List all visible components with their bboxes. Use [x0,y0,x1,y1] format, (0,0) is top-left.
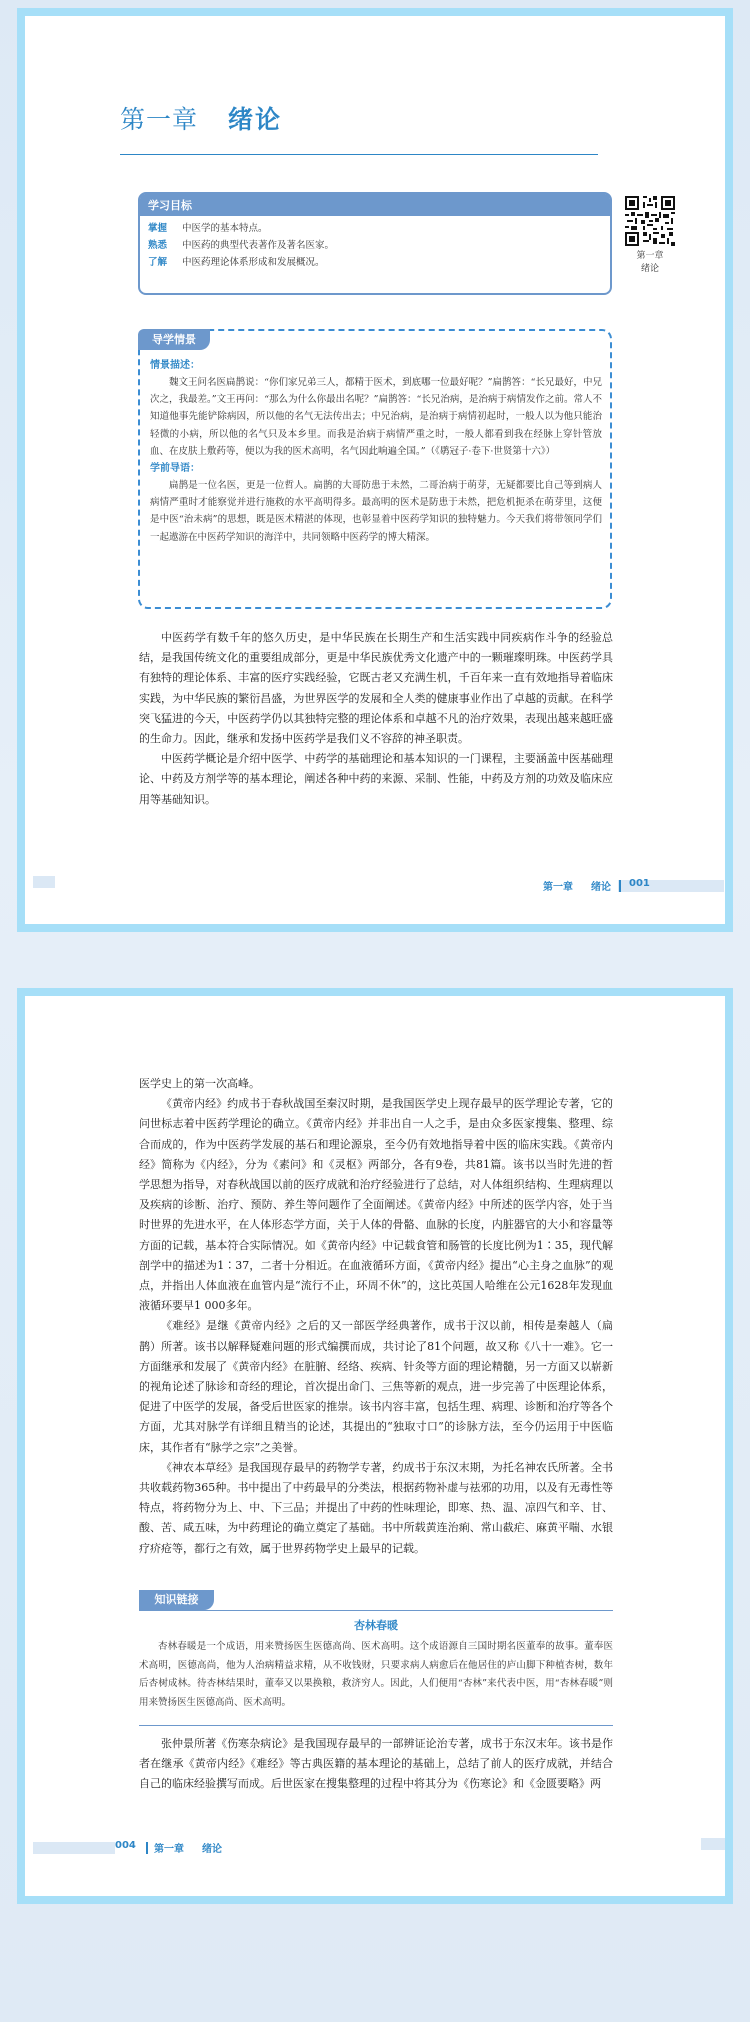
footer-bar-left [33,876,55,888]
body-paragraph: 《神农本草经》是我国现存最早的药物学专著，约成书于东汉末期，为托名神农氏所著。全书共收载药物365种。书中提出了中药最早的分类法，根据药物补虚与祛邪的功用，以及有无毒性等特点，将药物分为上、中、下三品；并提出了中药的性味理论，即寒、热、温、凉四气和辛、甘、酸、苦、咸五味，为中药理论的确立奠定了基础。书中所载黄连治痢、常山截疟、麻黄平喘、水银疗疥疮等，都行之有效，属于世界药物学史上最早的记载。 [139,1460,613,1555]
page-one [17,8,733,932]
chapter-number: 第一章 [120,105,199,134]
goal-text: 中医药理论体系形成和发展概况。 [182,257,325,268]
footer-chapter: 第一章 [154,1844,184,1855]
lead-in-body [150,357,602,546]
page-two [17,988,733,1904]
body-text [139,628,613,810]
footer-bar-left [33,1842,115,1854]
page-number: 004 [115,1840,136,1851]
learning-goals-list [140,216,610,275]
qr-caption-title: 绪论 [640,264,659,274]
footer-title: 绪论 [202,1844,222,1855]
scenario-label: 情景描述： [150,360,200,371]
goal-text: 中医药的典型代表著作及著名医家。 [182,240,335,251]
chapter-heading [120,100,282,136]
qr-caption [621,250,679,276]
knowledge-link-header [139,1590,613,1610]
page-number: 001 [629,878,650,889]
qr-caption-chapter: 第一章 [636,251,664,261]
body-paragraph: 张仲景所著《伤寒杂病论》是我国现存最早的一部辨证论治专著，成书于东汉末年。该书是作者在继承《黄帝内经》《难经》等古典医籍的基本理论的基础上，总结了前人的医疗成就，并结合自己的临床经验撰写而成。后世医家在搜集整理的过程中将其分为《伤寒论》和《金匮要略》两 [139,1737,613,1791]
knowledge-link-label: 知识链接 [139,1590,214,1610]
body-paragraph: 《难经》是继《黄帝内经》之后的又一部医学经典著作，成书于汉以前，相传是秦越人（扁鹊）所著。该书以解释疑难问题的形式编撰而成，共讨论了81个问题，故又称《八十一难》。它一方面继承和发展了《黄帝内经》在脏腑、经络、疾病、针灸等方面的理论精髓，另一方面又以崭新的视角论述了脉诊和奇经的理论，首次提出命门、三焦等新的观点，进一步完善了中医理论体系，促进了中医学的发展，备受后世医家的推崇。该书内容丰富，包括生理、病理、诊断和治疗等各个方面，尤其对脉学有详细且精当的论述，其提出的“独取寸口”的诊脉方法，至今仍运用于中医临床，其作者有“脉学之宗”之美誉。 [139,1319,613,1454]
guide-text: 扁鹊是一位名医，更是一位哲人。扁鹊的大哥防患于未然，二哥治病于萌芽，无疑都要比自己等到病人病情严重时才能察觉并进行施救的水平高明得多。最高明的医术是防患于未然，把危机扼杀在萌芽里，这便是中医“治未病”的思想，既是医术精湛的体现，也彰显着中医药学知识的独特魅力。今天我们将带领同学们一起遨游在中医药学知识的海洋中，共同领略中医药学的博大精深。 [150,480,602,543]
learning-goals-label: 学习目标 [148,199,192,212]
footer-chapter: 第一章 [543,882,573,893]
footer-separator [619,880,621,892]
learning-goals-header [140,194,610,216]
goal-text: 中医学的基本特点。 [182,223,268,234]
goal-item [148,237,602,254]
goal-level: 了解 [148,257,168,268]
body-paragraph: 《黄帝内经》约成书于春秋战国至秦汉时期，是我国医学史上现存最早的医学理论专著，它的问世标志着中医药学理论的确立。《黄帝内经》并非出自一人之手，是由众多医家搜集、整理、综合而成的，作为中医药学发展的基石和理论源泉，至今仍有效地指导着中医的临床实践。《黄帝内经》简称为《内经》，分为《素问》和《灵枢》两部分，各有9卷，共81篇。该书以当时先进的哲学思想为指导，对春秋战国以前的医疗成就和治疗经验进行了总结，对人体组织结构、生理病理以及疾病的诊断、治疗、预防、养生等问题作了全面阐述。《黄帝内经》中所述的医学内容，处于当时世界的先进水平，在人体形态学方面，关于人体的骨骼、血脉的长度，内脏器官的大小和容量等方面的记载，基本符合实际情况。如《黄帝内经》中记载食管和肠管的长度比例为1∶35，现代解剖学中的描述为1∶37，二者十分相近。在血液循环方面，《黄帝内经》提出“心主身之血脉”的观点，并指出人体血液在血管内是“流行不止，环周不休”的，这比英国人哈维在公元1628年发现血液循环要早1 000多年。 [139,1097,613,1313]
lead-in-box [138,329,612,609]
knowledge-link-title: 杏林春暖 [354,1619,398,1632]
body-paragraph: 中医药学有数千年的悠久历史，是中华民族在长期生产和生活实践中同疾病作斗争的经验总结，是我国传统文化的重要组成部分，更是中华民族优秀文化遗产中的一颗璀璨明珠。中医药学具有独特的理论体系、丰富的医疗实践经验，它既古老又充满生机，千百年来一直有效地指导着临床实践，为中华民族的繁衍昌盛，为世界医学的发展和全人类的健康事业作出了卓越的贡献。在科学突飞猛进的今天，中医药学仍以其独特完整的理论体系和卓越不凡的治疗效果，表现出越来越旺盛的生命力。因此，继承和发扬中医药学是我们义不容辞的神圣职责。 [139,631,613,746]
learning-goals-box [138,192,612,295]
qr-code-icon [625,196,675,246]
goal-level: 掌握 [148,223,168,234]
chapter-title: 绪论 [228,105,283,134]
body-text [139,1074,613,1559]
footer-separator [146,1842,148,1854]
knowledge-link-rule [139,1610,613,1611]
knowledge-link-footer [139,1725,613,1727]
knowledge-link-body [139,1638,613,1712]
guide-label: 学前导语： [150,463,200,475]
footer-title: 绪论 [591,882,611,893]
lead-in-label: 导学情景 [138,329,210,350]
goal-item [148,220,602,237]
footer-bar-right [701,1838,725,1850]
knowledge-link-bottom-rule [139,1725,613,1726]
body-text-continued [139,1734,613,1795]
scenario-text: 魏文王问名医扁鹊说：“你们家兄弟三人，都精于医术，到底哪一位最好呢？”扁鹊答：“长兄最好，中兄次之，我最差。”文王再问：“那么为什么你最出名呢？”扁鹊答：“长兄治病，是治病于病情发作之前。常人不知道他事先能铲除病因，所以他的名气无法传出去；中兄治病，是治病于病情初起时，一般人以为他只能治轻微的小病，所以他的名气只及本乡里。而我是治病于病情严重之时，一般人都看到我在经脉上穿针管放血、在皮肤上敷药等，便以为我的医术高明，名气因此响遍全国。”（《鹖冠子·卷下·世贤第十六》） [150,377,602,457]
goal-item [148,254,602,271]
body-paragraph: 医学史上的第一次高峰。 [139,1077,260,1090]
knowledge-link-text: 杏林春暖是一个成语，用来赞扬医生医德高尚、医术高明。这个成语源自三国时期名医董奉的故事。董奉医术高明，医德高尚，他为人治病精益求精，从不收钱财，只要求病人病愈后在他居住的庐山脚下种植杏树，数年后杏树成林。待杏林结果时，董奉又以果换粮，救济穷人。因此，人们便用“杏林”来代表中医，用“杏林春暖”则用来赞扬医生医德高尚、医术高明。 [139,1641,613,1708]
goal-level: 熟悉 [148,240,168,251]
body-paragraph: 中医药学概论是介绍中医学、中药学的基础理论和基本知识的一门课程，主要涵盖中医基础理论、中药及方剂学等的基本理论，阐述各种中药的来源、采制、性能，中药及方剂的功效及临床应用等基础知识。 [139,752,613,806]
heading-rule [120,154,598,155]
